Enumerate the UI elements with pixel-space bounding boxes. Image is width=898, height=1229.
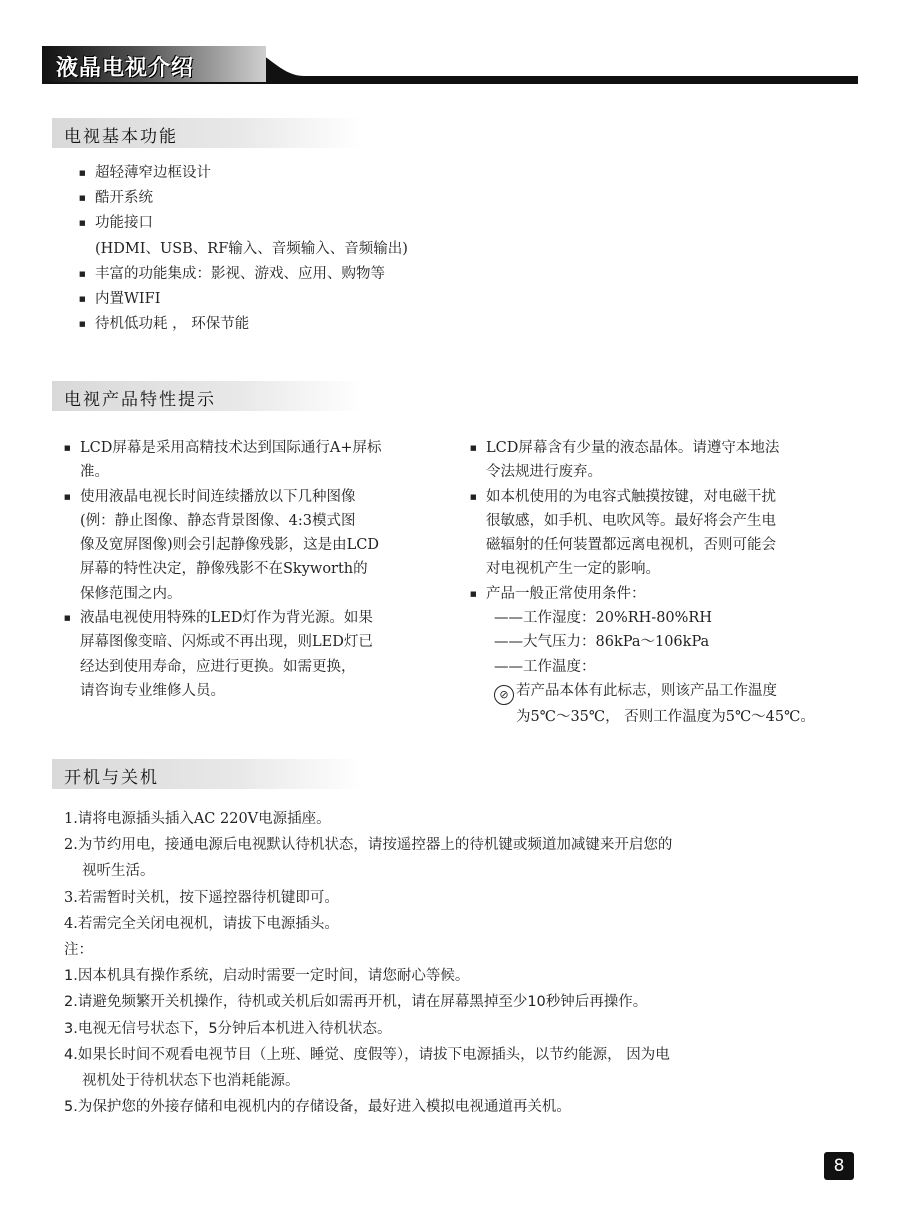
list-item-continuation: 请咨询专业维修人员。 [80,682,225,699]
condition-temperature: ——工作温度： [494,658,596,675]
list-item: ■ 液晶电视使用特殊的LED灯作为背光源。如果 [64,606,449,630]
section-header-power [52,759,362,789]
note-line: 4.如果长时间不观看电视节目（上班、睡觉、度假等），请拔下电源插头，以节约能源， 因为电 [64,1046,670,1063]
tips-left-column [64,436,449,703]
section-header-tips [52,381,362,411]
list-item-continuation: 屏幕的特性决定，静像残影不在Skyworth的 [80,561,368,578]
note-line: 1.因本机具有操作系统，启动时需要一定时间，请您耐心等候。 [64,968,470,985]
temperature-note-continuation: 为5℃～35℃， 否则工作温度为5℃～45℃。 [516,708,815,725]
list-item-continuation: (HDMI、USB、RF输入、音频输入、音频输出) [95,240,408,257]
step-line: 2.为节约用电，接通电源后电视默认待机状态，请按遥控器上的待机键或频道加减键来开启您的 [64,837,673,854]
step-line: 3.若需暂时关机，按下遥控器待机键即可。 [64,889,339,906]
page-title: 液晶电视介绍 [56,56,195,81]
list-item-continuation: 令法规进行废弃。 [486,464,602,481]
note-line: 3.电视无信号状态下，5分钟后本机进入待机状态。 [64,1020,392,1037]
list-item-continuation: 很敏感，如手机、电吹风等。最好将会产生电 [486,512,776,529]
list-item: ■ 使用液晶电视长时间连续播放以下几种图像 [64,485,449,509]
note-line: 5.为保护您的外接存储和电视机内的存储设备，最好进入模拟电视通道再关机。 [64,1099,571,1116]
list-item: ■ LCD屏幕是采用高精技术达到国际通行A+屏标 [64,436,449,460]
list-item: ■ 超轻薄窄边框设计 [79,161,499,186]
note-line-continuation: 视机处于待机状态下也消耗能源。 [82,1073,300,1090]
power-instructions [64,806,844,1120]
step-line: 4.若需完全关闭电视机，请拔下电源插头。 [64,915,339,932]
section-title-basic: 电视基本功能 [64,127,178,147]
list-item-continuation: 磁辐射的任何装置都远离电视机，否则可能会 [486,537,776,554]
temperature-warning-icon: ⊘ [494,685,514,705]
list-item: ■ 酷开系统 [79,186,499,211]
list-item: ■ 如本机使用的为电容式触摸按键，对电磁干扰 [470,485,865,509]
condition-pressure: ——大气压力：86kPa～106kPa [494,634,710,651]
section-header-basic [52,118,362,148]
list-item-continuation: 保修范围之内。 [80,585,182,602]
list-item: ■ 功能接口 [79,211,499,236]
condition-humidity: ——工作湿度：20%RH-80%RH [494,610,712,627]
page-number: 8 [824,1152,854,1180]
section-title-power: 开机与关机 [64,768,159,788]
step-line: 1.请将电源插头插入AC 220V电源插座。 [64,811,331,827]
temperature-note: 若产品本体有此标志，则该产品工作温度 [516,682,777,699]
list-item: ■ 内置WIFI [79,287,499,312]
notes-label: 注： [64,942,93,959]
basic-function-list [79,161,499,337]
list-item-continuation: 屏幕图像变暗、闪烁或不再出现，则LED灯已 [80,634,373,651]
list-item: ■ 待机低功耗 ， 环保节能 [79,312,499,337]
note-line: 2.请避免频繁开关机操作，待机或关机后如需再开机，请在屏幕黑掉至少10秒钟后再操作。 [64,994,648,1011]
list-item: ■ LCD屏幕含有少量的液态晶体。请遵守本地法 [470,436,865,460]
list-item: ■ 丰富的功能集成：影视、游戏、应用、购物等 [79,262,499,287]
temperature-note-row [470,679,865,705]
section-title-tips: 电视产品特性提示 [64,390,216,410]
usage-conditions-heading: ■ 产品一般正常使用条件： [470,582,865,606]
tips-right-column [470,436,865,729]
list-item-continuation: 准。 [80,464,109,481]
list-item-continuation: 像及宽屏图像)则会引起静像残影，这是由LCD [80,537,380,554]
list-item-continuation: 经达到使用寿命，应进行更换。如需更换， [80,658,356,675]
list-item-continuation: 对电视机产生一定的影响。 [486,561,660,578]
page-header [42,44,858,86]
list-item-continuation: (例：静止图像、静态背景图像、4:3模式图 [80,512,356,529]
step-line-continuation: 视听生活。 [82,863,155,880]
